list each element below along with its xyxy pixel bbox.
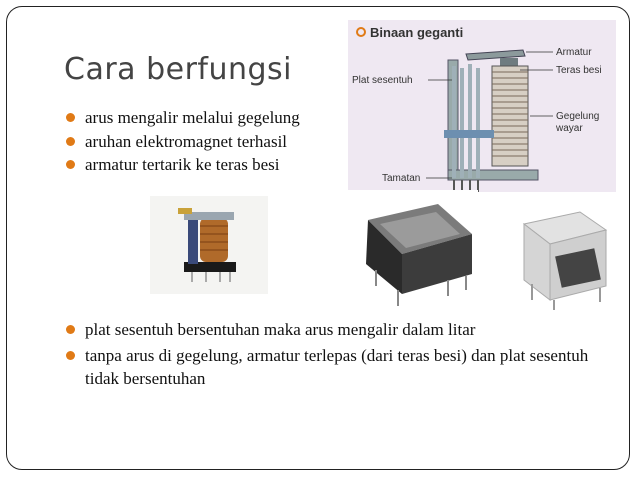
label-tamatan: Tamatan: [382, 173, 421, 184]
bullet-item: armatur tertarik ke teras besi: [66, 153, 300, 177]
bullet-dot-icon: [66, 351, 75, 360]
label-armatur: Armatur: [556, 47, 592, 58]
label-plat-sesentuh: Plat sesentuh: [352, 75, 413, 86]
label-gegelung: Gegelung: [556, 111, 600, 122]
bullet-dot-icon: [66, 325, 75, 334]
bullet-dot-icon: [66, 113, 75, 122]
relay-photo-black: [348, 190, 478, 308]
label-wayar: wayar: [556, 123, 583, 134]
bullet-item: aruhan elektromagnet terhasil: [66, 130, 300, 154]
relay-photo-small: [150, 196, 268, 294]
bullet-dot-icon: [66, 160, 75, 169]
bullet-item: plat sesentuh bersentuhan maka arus mengalir dalam litar: [66, 318, 606, 342]
diagram-title: Binaan geganti: [370, 25, 464, 40]
bullet-dot-icon: [66, 137, 75, 146]
bullet-item: arus mengalir melalui gegelung: [66, 106, 300, 130]
bullet-list-bottom: [66, 318, 606, 393]
label-teras-besi: Teras besi: [556, 65, 602, 76]
bullet-item: tanpa arus di gegelung, armatur terlepas (dari teras besi) dan plat sesentuh tidak bersentuhan: [66, 344, 606, 391]
bullet-list-top: [66, 106, 300, 177]
relay-diagram-image: [348, 20, 616, 192]
relay-photo-clear: [510, 200, 614, 312]
slide-title: Cara berfungsi: [64, 52, 293, 87]
